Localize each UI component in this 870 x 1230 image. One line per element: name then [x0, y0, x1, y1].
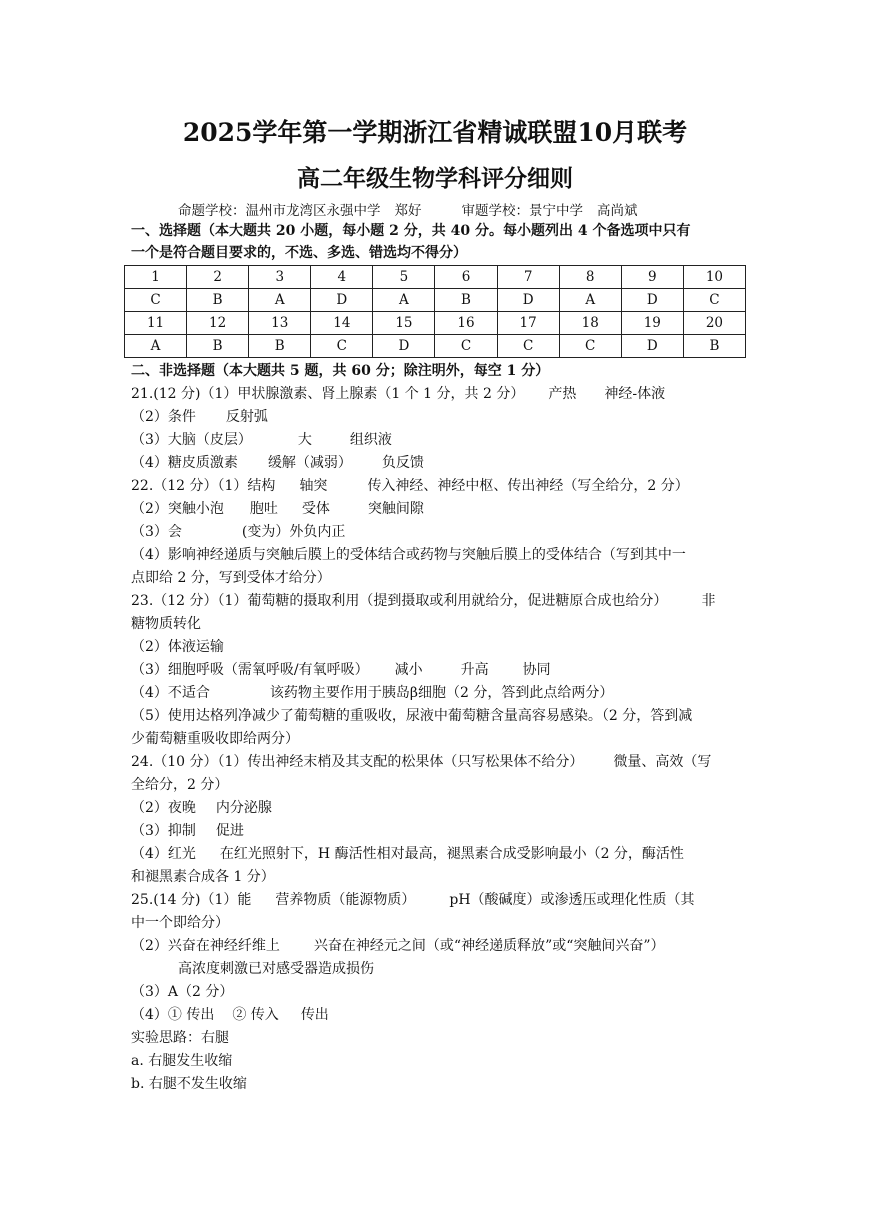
table-cell: B — [187, 335, 249, 358]
table-cell: 14 — [311, 312, 373, 335]
table-cell: A — [559, 289, 621, 312]
table-cell: C — [683, 289, 745, 312]
table-cell: C — [435, 335, 497, 358]
q24-part-2: （2）夜晚 — [131, 800, 196, 816]
q24-part-1: 24.（10 分）（1）传出神经末梢及其支配的松果体（只写松果体不给分） — [131, 754, 584, 770]
section1-heading-1: 一、选择题（本大题共 20 小题，每小题 2 分，共 40 分。每小题列出 4 个备选项中只有 — [131, 223, 691, 239]
q23-answer: 升高 — [460, 662, 489, 678]
table-cell: 1 — [125, 266, 187, 289]
table-cell: 18 — [559, 312, 621, 335]
q23-line-3: （2）体液运输 — [131, 639, 224, 655]
table-cell: 11 — [125, 312, 187, 335]
q24-answer: 内分泌腺 — [215, 800, 272, 816]
reviewer-name: 高尚斌 — [597, 203, 638, 219]
q24-part-4: （4）红光 — [131, 846, 196, 862]
q22-answer: 受体 — [301, 501, 330, 517]
table-cell: 5 — [373, 266, 435, 289]
table-cell: 17 — [497, 312, 559, 335]
setter-name: 郑好 — [394, 203, 422, 219]
q22-line-3 — [131, 523, 345, 541]
q25-answer: 营养物质（能源物质） — [275, 892, 416, 908]
table-cell: 3 — [249, 266, 311, 289]
q21-line-4 — [131, 454, 424, 472]
q21-line-3 — [131, 431, 392, 449]
q24-line-6: 和褪黑素合成各 1 分） — [131, 869, 275, 885]
table-row-answers-2 — [125, 335, 746, 358]
q23-line-7: 少葡萄糖重吸收即给两分） — [131, 731, 299, 747]
q22-part-3: （3）会 — [131, 524, 182, 540]
table-cell: 7 — [497, 266, 559, 289]
q23-answer: 非 — [701, 593, 716, 609]
table-cell: 20 — [683, 312, 745, 335]
q21-answer: 大 — [297, 432, 312, 448]
table-cell: C — [559, 335, 621, 358]
q22-line-2 — [131, 500, 424, 518]
table-row-answers-1 — [125, 289, 746, 312]
q21-answer: 负反馈 — [381, 455, 424, 471]
q22-part-1: 22.（12 分）（1）结构 — [131, 478, 276, 494]
table-cell: B — [683, 335, 745, 358]
table-cell: A — [373, 289, 435, 312]
table-cell: C — [311, 335, 373, 358]
q22-answer: 胞吐 — [249, 501, 278, 517]
q23-line-2: 糖物质转化 — [131, 616, 201, 632]
q25-line-2: 中一个即给分） — [131, 915, 229, 931]
q25-answer: pH（酸碱度）或渗透压或理化性质（其 — [449, 892, 695, 908]
q22-answer: (变为）外负内正 — [241, 524, 346, 540]
table-cell: 8 — [559, 266, 621, 289]
q21-part-2: （2）条件 — [131, 409, 196, 425]
q25-line-4: 高浓度刺激已对感受器造成损伤 — [178, 961, 374, 977]
q21-answer: 缓解（减弱） — [267, 455, 352, 471]
q25-line-1 — [131, 891, 695, 909]
q25-line-5: （3）A（2 分） — [131, 984, 234, 1000]
q21-line-1 — [131, 385, 665, 403]
table-cell: B — [249, 335, 311, 358]
q23-answer: 该药物主要作用于胰岛β细胞（2 分，答到此点给两分） — [269, 685, 614, 701]
q24-line-5 — [131, 845, 684, 863]
q25-part-4: （4）① 传出 — [131, 1007, 215, 1023]
q23-line-6: （5）使用达格列净减少了葡萄糖的重吸收，尿液中葡萄糖含量高容易感染。（2 分，答到减 — [131, 708, 693, 724]
table-cell: 13 — [249, 312, 311, 335]
answer-table — [124, 265, 746, 358]
q22-answer: 轴突 — [299, 478, 328, 494]
q23-part-3: （3）细胞呼吸（需氧呼吸/有氧呼吸） — [131, 662, 369, 678]
table-cell: A — [125, 335, 187, 358]
q22-line-5: 点即给 2 分，写到受体才给分） — [131, 570, 331, 586]
table-row-numbers-2 — [125, 312, 746, 335]
table-cell: D — [311, 289, 373, 312]
q21-part-3: （3）大脑（皮层） — [131, 432, 252, 448]
q25-line-6 — [131, 1006, 329, 1024]
table-row-numbers-1 — [125, 266, 746, 289]
q24-answer: 微量、高效（写 — [613, 754, 712, 770]
table-cell: B — [435, 289, 497, 312]
q23-answer: 减小 — [394, 662, 423, 678]
table-cell: A — [249, 289, 311, 312]
table-cell: B — [187, 289, 249, 312]
q24-part-3: （3）抑制 — [131, 823, 196, 839]
table-cell: D — [621, 335, 683, 358]
section2-heading: 二、非选择题（本大题共 5 题，共 60 分；除注明外，每空 1 分） — [131, 363, 550, 379]
q21-part-1: 21.(12 分)（1）甲状腺激素、肾上腺素（1 个 1 分，共 2 分） — [131, 386, 525, 402]
table-cell: 2 — [187, 266, 249, 289]
q24-line-1 — [131, 753, 711, 771]
table-cell: 10 — [683, 266, 745, 289]
q24-answer: 在红光照射下，H 酶活性相对最高，褪黑素合成受影响最小（2 分，酶活性 — [219, 846, 684, 862]
q22-answer: 传入神经、神经中枢、传出神经（写全给分，2 分） — [367, 478, 689, 494]
q23-line-1 — [131, 592, 715, 610]
q22-part-2: （2）突触小泡 — [131, 501, 224, 517]
q21-line-2 — [131, 408, 268, 426]
q22-line-1 — [131, 477, 689, 495]
q22-line-4: （4）影响神经递质与突触后膜上的受体结合或药物与突触后膜上的受体结合（写到其中一 — [131, 547, 686, 563]
q24-line-3 — [131, 799, 272, 817]
reviewer-school: 审题学校：景宁中学 — [461, 203, 583, 219]
q24-answer: 促进 — [215, 823, 244, 839]
q21-part-4: （4）糖皮质激素 — [131, 455, 238, 471]
q23-answer: 协同 — [522, 662, 551, 678]
q25-line-7: 实验思路：右腿 — [131, 1030, 229, 1046]
q25-line-9: b. 右腿不发生收缩 — [131, 1076, 247, 1092]
q23-part-4: （4）不适合 — [131, 685, 210, 701]
table-cell: 16 — [435, 312, 497, 335]
q23-line-5 — [131, 684, 613, 702]
q24-line-2: 全给分，2 分） — [131, 777, 229, 793]
table-cell: 9 — [621, 266, 683, 289]
table-cell: D — [621, 289, 683, 312]
q25-part-2: （2）兴奋在神经纤维上 — [131, 938, 280, 954]
q21-answer: 神经-体液 — [604, 386, 666, 402]
q25-line-8: a. 右腿发生收缩 — [131, 1053, 233, 1069]
q23-line-4 — [131, 661, 551, 679]
q25-line-3 — [131, 937, 665, 955]
table-cell: 19 — [621, 312, 683, 335]
setter-school: 命题学校：温州市龙湾区永强中学 — [178, 203, 381, 219]
q24-line-4 — [131, 822, 244, 840]
q21-answer: 反射弧 — [225, 409, 268, 425]
table-cell: C — [125, 289, 187, 312]
table-cell: C — [497, 335, 559, 358]
table-cell: 4 — [311, 266, 373, 289]
q23-part-1: 23.（12 分）（1）葡萄糖的摄取利用（提到摄取或利用就给分，促进糖原合成也给分） — [131, 593, 668, 609]
table-cell: 12 — [187, 312, 249, 335]
table-cell: D — [373, 335, 435, 358]
table-cell: 15 — [373, 312, 435, 335]
section1-heading-2: 一个是符合题目要求的，不选、多选、错选均不得分） — [131, 245, 467, 261]
table-cell: D — [497, 289, 559, 312]
q25-part-1: 25.(14 分)（1）能 — [131, 892, 252, 908]
document-title: 2025学年第一学期浙江省精诚联盟10月联考 — [182, 118, 688, 147]
q25-answer: 兴奋在神经元之间（或“神经递质释放”或“突触间兴奋”） — [313, 938, 665, 954]
q25-answer: ② 传入 — [232, 1007, 279, 1023]
table-cell: 6 — [435, 266, 497, 289]
q22-answer: 突触间隙 — [367, 501, 424, 517]
q25-answer: 传出 — [300, 1007, 329, 1023]
q21-answer: 产热 — [548, 386, 577, 402]
q21-answer: 组织液 — [349, 432, 392, 448]
author-line — [178, 199, 638, 219]
document-subtitle: 高二年级生物学科评分细则 — [297, 165, 573, 192]
